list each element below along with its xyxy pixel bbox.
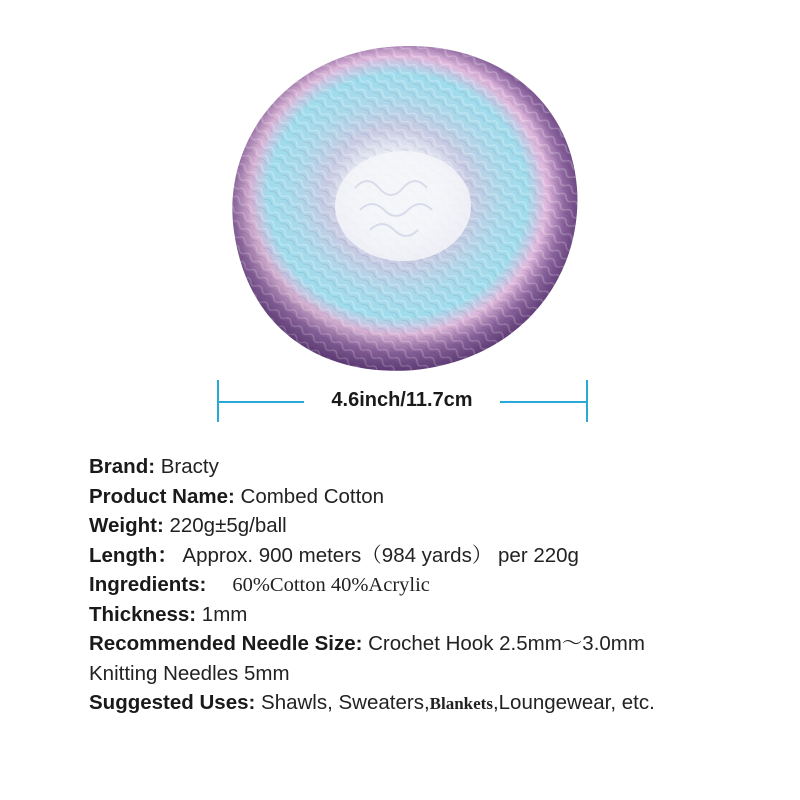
spec-key: Suggested Uses: <box>89 691 256 714</box>
spec-key: Recommended Needle Size: <box>89 632 363 655</box>
spec-value: Combed Cotton <box>234 484 385 508</box>
spec-length <box>89 541 779 571</box>
yarn-ball-image <box>225 38 585 378</box>
spec-ingredients <box>89 570 779 600</box>
spec-key: Brand: <box>89 455 156 478</box>
spec-needle-size <box>89 629 779 659</box>
spec-key: Length： <box>89 543 178 567</box>
spec-value: Bracty <box>155 455 219 478</box>
spec-value: 1mm <box>196 602 248 626</box>
spec-brand <box>89 452 779 482</box>
spec-value: ,Loungewear, etc. <box>492 691 655 714</box>
dimension-left-line <box>219 401 304 403</box>
dimension-right-cap <box>586 380 588 422</box>
dimension-right-line <box>500 401 586 403</box>
spec-value: 220g±5g/ball <box>163 514 287 537</box>
spec-key: Product Name: <box>89 484 235 508</box>
spec-value: Approx. 900 meters（984 yards） per 220g <box>177 543 579 567</box>
spec-weight <box>89 511 779 541</box>
spec-value: 60%Cotton 40%Acrylic <box>232 574 430 596</box>
spec-key: Ingredients: <box>89 573 207 596</box>
spec-suggested-uses <box>89 688 779 718</box>
spec-value: Knitting Needles 5mm <box>89 661 290 685</box>
spec-key: Thickness: <box>89 602 197 626</box>
spec-key: Weight: <box>89 514 164 537</box>
spec-knitting-needles <box>89 659 779 689</box>
spec-value: Shawls, Sweaters, <box>255 691 430 714</box>
spec-value: Crochet Hook 2.5mm～3.0mm <box>362 632 645 655</box>
spec-list <box>89 452 779 718</box>
spec-product-name <box>89 482 779 512</box>
spec-value-blankets: Blankets <box>429 694 493 713</box>
spec-thickness <box>89 600 779 630</box>
dimension-label: 4.6inch/11.7cm <box>331 389 473 411</box>
yarn-core <box>335 151 471 261</box>
